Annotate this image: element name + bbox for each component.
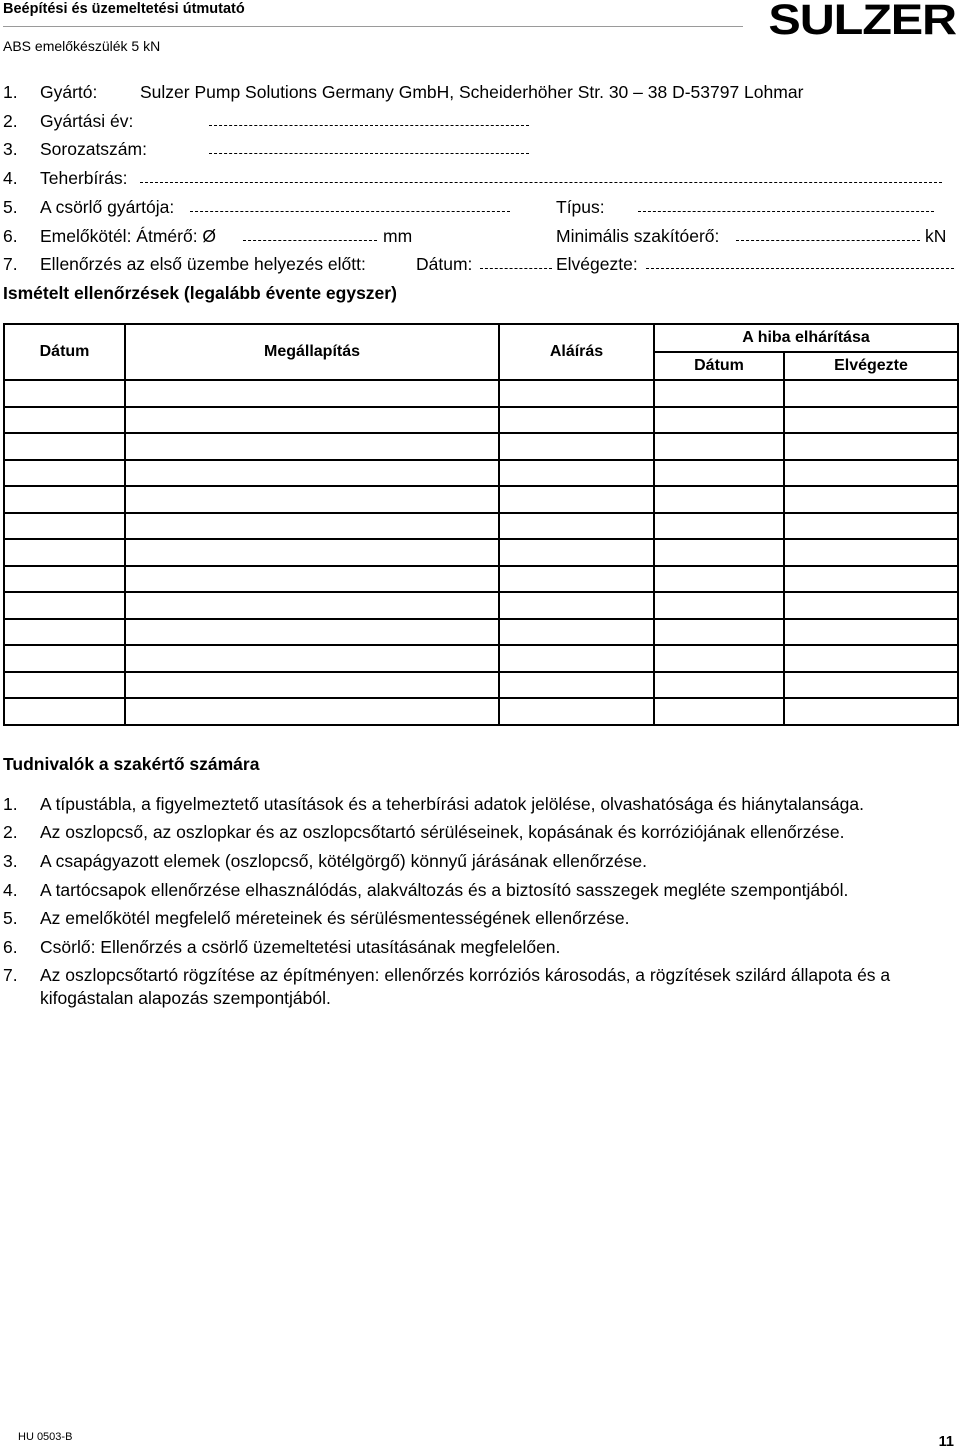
header-finding: Megállapítás [125,324,499,380]
cell-date[interactable] [4,672,125,699]
note-number: 3. [3,851,18,871]
cell-date[interactable] [4,566,125,593]
sulzer-logo [768,0,956,44]
item-number: 2. [3,111,18,131]
table-row [4,698,958,725]
document-code: HU 0503-B [18,1431,73,1443]
cell-signature[interactable] [499,566,654,593]
initial-date-blank[interactable] [480,254,552,269]
done-by-label: Elvégezte: [556,254,638,274]
cell-fix-date[interactable] [654,592,784,619]
item-label: Emelőkötél: Átmérő: Ø [40,226,217,246]
table-row [4,592,958,619]
cell-fix-date[interactable] [654,539,784,566]
item-number: 6. [3,226,18,246]
document-title: Beépítési és üzemeltetési útmutató [3,1,245,17]
header-divider [3,26,743,27]
cell-fix-by[interactable] [784,539,958,566]
cell-date[interactable] [4,513,125,540]
diameter-blank[interactable] [243,226,377,241]
type-blank[interactable] [638,197,934,212]
item-number: 7. [3,254,18,274]
cell-signature[interactable] [499,619,654,646]
item-label: Sorozatszám: [40,139,147,159]
cell-fix-by[interactable] [784,380,958,407]
cell-finding[interactable] [125,566,499,593]
cell-finding[interactable] [125,645,499,672]
cell-signature[interactable] [499,486,654,513]
note-item: Az oszlopcsőtartó rögzítése az építményen: ellenőrzés korróziós károsodás, a rögzítések szilárd állapota és a kifogástalan alapozás szempontjából. [40,965,891,1008]
cell-fix-by[interactable] [784,592,958,619]
cell-finding[interactable] [125,672,499,699]
table-row [4,380,958,407]
cell-fix-date[interactable] [654,672,784,699]
year-blank[interactable] [209,111,529,126]
breaking-force-unit: kN [925,226,947,246]
document-subtitle: ABS emelőkészülék 5 kN [3,38,161,54]
manufacturer-value: Sulzer Pump Solutions Germany GmbH, Scheiderhöher Str. 30 – 38 D-53797 Lohmar [140,82,804,102]
cell-fix-by[interactable] [784,698,958,725]
notes-title: Tudnivalók a szakértő számára [3,754,260,774]
cell-date[interactable] [4,645,125,672]
item-label: Gyártó: [40,82,98,102]
diameter-unit: mm [383,226,413,246]
cell-fix-date[interactable] [654,698,784,725]
header-fix-date: Dátum [654,352,784,380]
header-fix: A hiba elhárítása [654,324,958,352]
cell-signature[interactable] [499,407,654,434]
cell-finding[interactable] [125,407,499,434]
cell-fix-by[interactable] [784,645,958,672]
cell-fix-by[interactable] [784,619,958,646]
cell-finding[interactable] [125,619,499,646]
cell-signature[interactable] [499,645,654,672]
note-number: 6. [3,937,18,957]
inspection-log-table [3,323,959,726]
cell-fix-date[interactable] [654,645,784,672]
cell-fix-date[interactable] [654,460,784,487]
table-row [4,460,958,487]
note-number: 1. [3,794,18,814]
cell-signature[interactable] [499,513,654,540]
cell-signature[interactable] [499,539,654,566]
table-body [4,380,958,725]
cell-fix-date[interactable] [654,433,784,460]
page-number: 11 [938,1434,954,1450]
cell-signature[interactable] [499,433,654,460]
cell-fix-date[interactable] [654,380,784,407]
cell-finding[interactable] [125,460,499,487]
cell-date[interactable] [4,592,125,619]
cell-finding[interactable] [125,433,499,460]
note-item: A típustábla, a figyelmeztető utasítások és a teherbírási adatok jelölése, olvashatósága és hiánytalansága. [40,794,864,814]
type-label: Típus: [556,197,605,217]
cell-signature[interactable] [499,698,654,725]
note-number: 5. [3,908,18,928]
serial-blank[interactable] [209,139,529,154]
cell-fix-date[interactable] [654,566,784,593]
repeat-checks-title: Ismételt ellenőrzések (legalább évente egyszer) [3,283,397,303]
item-number: 5. [3,197,18,217]
item-number: 1. [3,82,18,102]
note-number: 4. [3,880,18,900]
note-number: 7. [3,965,18,985]
header-signature: Aláírás [499,324,654,380]
table-row [4,566,958,593]
cell-fix-by[interactable] [784,513,958,540]
cell-finding[interactable] [125,592,499,619]
cell-signature[interactable] [499,380,654,407]
item-label: Teherbírás: [40,168,128,188]
cell-finding[interactable] [125,698,499,725]
table-row [4,539,958,566]
initial-done-by-blank[interactable] [646,254,954,269]
table-row [4,645,958,672]
item-label: Gyártási év: [40,111,134,131]
item-label: Ellenőrzés az első üzembe helyezés előtt: [40,254,366,274]
cell-finding[interactable] [125,513,499,540]
note-item: Az emelőkötél megfelelő méreteinek és sérülésmentességének ellenőrzése. [40,908,630,928]
note-number: 2. [3,822,18,842]
table-row [4,619,958,646]
item-label: A csörlő gyártója: [40,197,175,217]
cell-fix-by[interactable] [784,566,958,593]
header-fix-by: Elvégezte [784,352,958,380]
cell-signature[interactable] [499,592,654,619]
date-label: Dátum: [416,254,473,274]
cell-finding[interactable] [125,486,499,513]
cell-fix-by[interactable] [784,672,958,699]
item-number: 4. [3,168,18,188]
cell-date[interactable] [4,698,125,725]
item-number: 3. [3,139,18,159]
capacity-blank[interactable] [140,168,942,183]
cell-date[interactable] [4,433,125,460]
cell-date[interactable] [4,486,125,513]
note-item: Az oszlopcső, az oszlopkar és az oszlopcsőtartó sérüléseinek, kopásának és korróziójának ellenőrzése. [40,822,845,842]
winch-maker-blank[interactable] [190,197,510,212]
cell-fix-by[interactable] [784,433,958,460]
note-item: Csörlő: Ellenőrzés a csörlő üzemeltetési utasításának megfelelően. [40,937,561,957]
cell-signature[interactable] [499,672,654,699]
cell-date[interactable] [4,460,125,487]
cell-fix-by[interactable] [784,486,958,513]
table-row [4,407,958,434]
breaking-force-blank[interactable] [736,226,920,241]
table-row [4,513,958,540]
note-item: A tartócsapok ellenőrzése elhasználódás, alakváltozás és a biztosító sasszegek megléte szempontjából. [40,880,849,900]
cell-finding[interactable] [125,539,499,566]
cell-date[interactable] [4,380,125,407]
breaking-force-label: Minimális szakítóerő: [556,226,720,246]
cell-fix-by[interactable] [784,460,958,487]
table-row [4,486,958,513]
header-date: Dátum [4,324,125,380]
cell-fix-date[interactable] [654,486,784,513]
logo-text: SULZER [768,0,956,44]
cell-fix-date[interactable] [654,407,784,434]
cell-date[interactable] [4,539,125,566]
cell-date[interactable] [4,407,125,434]
table-row [4,672,958,699]
table-row [4,433,958,460]
cell-fix-date[interactable] [654,619,784,646]
cell-finding[interactable] [125,380,499,407]
cell-fix-date[interactable] [654,513,784,540]
cell-signature[interactable] [499,460,654,487]
cell-date[interactable] [4,619,125,646]
note-item: A csapágyazott elemek (oszlopcső, kötélgörgő) könnyű járásának ellenőrzése. [40,851,648,871]
cell-fix-by[interactable] [784,407,958,434]
